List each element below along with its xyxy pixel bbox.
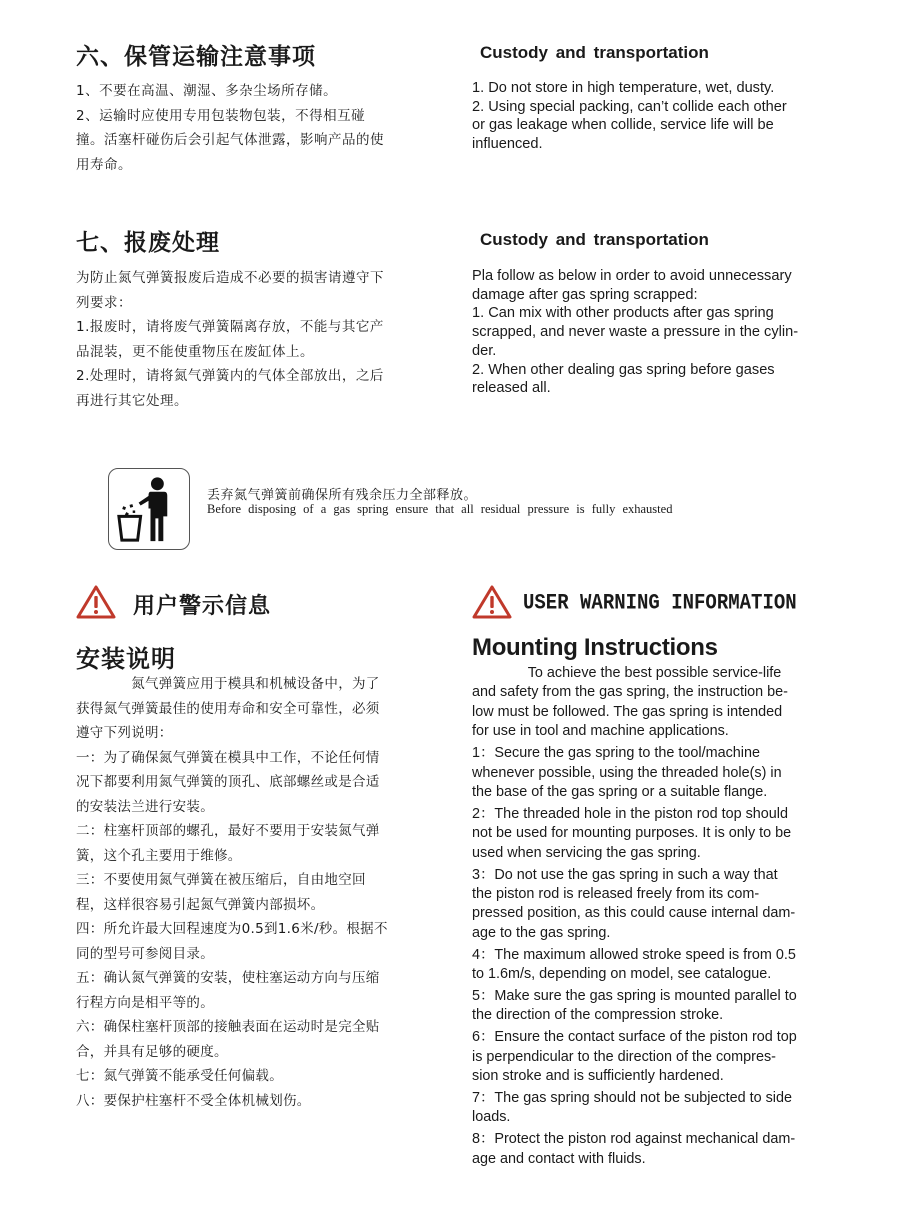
disposal-en-text: Before disposing of a gas spring ensure that all residual pressure is fully exhausted — [207, 502, 673, 516]
mounting-en-item: 7：The gas spring should not be subjected to side loads. — [472, 1090, 792, 1126]
section6-en-body: 1. Do not store in high temperature, wet, dusty. 2. Using special packing, can’t collide each other or gas leakage when collide, service life will be influenced. — [472, 80, 787, 153]
warning-en-title: USER WARNING INFORMATION — [523, 590, 797, 616]
mounting-en-item: 2：The threaded hole in the piston rod top should not be used for mounting purposes. It is only to be used when servicing the gas spring. — [472, 805, 792, 861]
section6-zh-body: 1、不要在高温、潮湿、多杂尘场所存储。 2、运输时应使用专用包装物包装，不得相互碰 撞。活塞杆碰伤后会引起气体泄露，影响产品的使 用寿命。 — [76, 83, 384, 173]
mounting-en-item: 8：Protect the piston rod against mechanical dam- age and contact with fluids. — [472, 1131, 796, 1167]
trash-disposal-icon — [108, 468, 190, 550]
mounting-en-item: 6：Ensure the contact surface of the piston rod top is perpendicular to the direction of the compres- sion stroke and is sufficiently hardened. — [472, 1029, 797, 1085]
mounting-zh-body: 氮气弹簧应用于模具和机械设备中，为了 获得氮气弹簧最佳的使用寿命和安全可靠性，必须 遵守下列说明： 一：为了确保氮气弹簧在模具中工作，不论任何情 况下都要利用氮气弹簧的顶孔、底部螺丝或是合适 的安装法兰进行安装。 二：柱塞杆顶部的螺孔，最好不要用于安装氮气弹 簧，这个孔主要用于维修。 三：不要使用氮气弹簧在被压缩后，自由地空回 程，这样很容易引起氮气弹簧内部损坏。 四：所允许最大回程速度为0.5到1.6米/秒。根据不 同的型号可参阅目录。 五：确认氮气弹簧的安装，使柱塞运动方向与压缩 行程方向是相平等的。 六：确保柱塞杆顶部的接触表面在运动时是完全贴 合，并具有足够的硬度。 七：氮气弹簧不能承受任何偏载。 八：要保护柱塞杆不受全体机械划伤。 — [76, 676, 388, 1109]
section6-en-title: Custody and transportation — [480, 43, 709, 62]
section7-zh-title: 七、报废处理 — [76, 230, 220, 256]
warning-triangle-icon — [76, 585, 116, 623]
mounting-en-item: 3：Do not use the gas spring in such a way that the piston rod is released freely from its com- pressed position, as this could cause internal dam- age to the gas spring. — [472, 866, 796, 941]
mounting-en-title: Mounting Instructions — [472, 634, 718, 661]
mounting-en-item: 1：Secure the gas spring to the tool/machine whenever possible, using the threaded hole(s) in the base of the gas spring or a suitable flange. — [472, 745, 782, 800]
mounting-zh-title: 安装说明 — [76, 645, 176, 673]
warning-triangle-icon — [472, 585, 512, 623]
warning-zh-title: 用户警示信息 — [133, 594, 272, 619]
section7-en-title: Custody and transportation — [480, 230, 709, 249]
section7-en-body: Pla follow as below in order to avoid unnecessary damage after gas spring scrapped: 1. Can mix with other products after gas spring scrapped, and never waste a pressure in the cylin- der. 2. When other dealing gas spring before gases released all. — [472, 268, 799, 397]
mounting-en-item: 5：Make sure the gas spring is mounted parallel to the direction of the compression stroke. — [472, 988, 797, 1024]
section7-zh-body: 为防止氮气弹簧报废后造成不必要的损害请遵守下 列要求： 1.报废时，请将废气弹簧隔离存放，不能与其它产 品混装，更不能使重物压在废缸体上。 2.处理时，请将氮气弹簧内的气体全部放出，之后 再进行其它处理。 — [76, 270, 384, 409]
disposal-zh-text: 丢弃氮气弹簧前确保所有残余压力全部释放。 — [207, 488, 478, 503]
section6-zh-title: 六、保管运输注意事项 — [76, 44, 316, 70]
mounting-en-body — [472, 664, 797, 1172]
mounting-en-intro: To achieve the best possible service-life and safety from the gas spring, the instruction be- low must be followed. The gas spring is intended for use in tool and machine applications. — [472, 665, 788, 740]
mounting-en-item: 4：The maximum allowed stroke speed is from 0.5 to 1.6m/s, depending on model, see catalogue. — [472, 946, 796, 983]
